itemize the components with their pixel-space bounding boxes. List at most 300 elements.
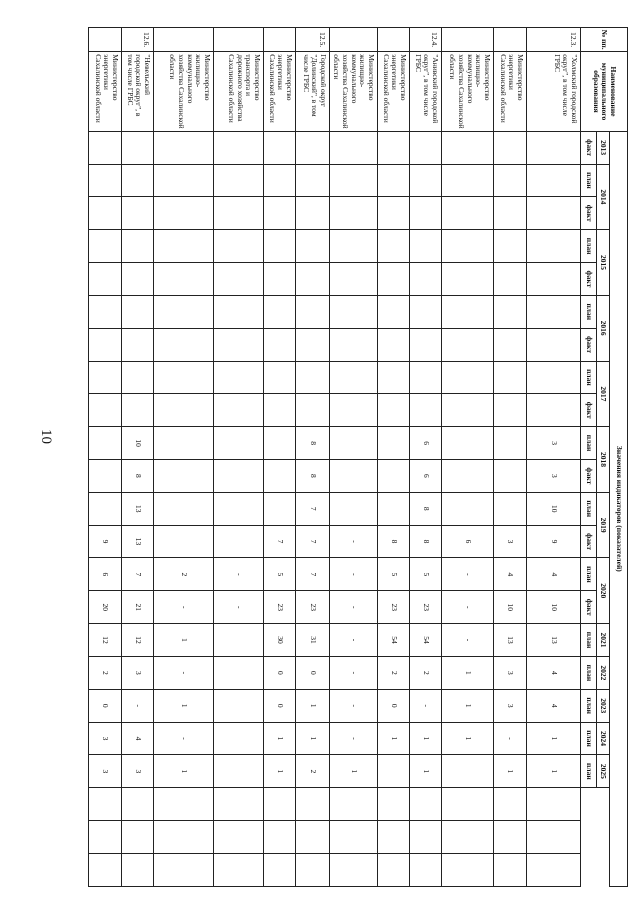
indicator-value: 1 bbox=[295, 689, 329, 722]
indicator-value bbox=[494, 492, 527, 525]
indicator-value bbox=[88, 459, 121, 492]
indicator-value bbox=[263, 263, 295, 296]
indicator-value: 2 bbox=[88, 656, 121, 689]
indicator-value bbox=[410, 788, 442, 821]
indicator-value: 23 bbox=[295, 591, 329, 624]
indicator-value bbox=[410, 394, 442, 427]
indicator-value bbox=[442, 230, 494, 263]
row-number bbox=[378, 28, 410, 52]
table-row bbox=[121, 28, 153, 887]
indicator-value bbox=[378, 821, 410, 854]
indicator-value bbox=[121, 164, 153, 197]
indicator-value: - bbox=[442, 558, 494, 591]
indicator-value bbox=[121, 821, 153, 854]
indicator-value bbox=[88, 197, 121, 230]
indicator-value bbox=[153, 164, 213, 197]
indicator-value: 0 bbox=[263, 656, 295, 689]
indicator-value: 3 bbox=[494, 525, 527, 558]
indicator-value: 3 bbox=[121, 755, 153, 788]
header-plan-fact: план bbox=[581, 624, 597, 657]
indicator-value bbox=[329, 263, 377, 296]
indicator-value bbox=[263, 328, 295, 361]
indicator-value bbox=[263, 459, 295, 492]
indicator-value bbox=[213, 197, 263, 230]
indicator-value bbox=[295, 263, 329, 296]
indicator-value bbox=[442, 427, 494, 460]
indicator-value bbox=[329, 788, 377, 821]
indicator-value bbox=[153, 459, 213, 492]
indicator-value bbox=[329, 853, 377, 886]
indicator-value bbox=[213, 328, 263, 361]
indicator-value bbox=[378, 328, 410, 361]
header-year: 2025 bbox=[597, 755, 610, 788]
header-year: 2019 bbox=[597, 492, 610, 558]
indicator-value bbox=[494, 853, 527, 886]
municipality-name: "Анивский городской округ", в том числе ГРБС bbox=[410, 52, 442, 131]
indicator-value: 23 bbox=[263, 591, 295, 624]
header-year: 2013 bbox=[597, 131, 610, 164]
indicator-value bbox=[213, 263, 263, 296]
indicator-value: 10 bbox=[121, 427, 153, 460]
indicator-value bbox=[153, 263, 213, 296]
row-number bbox=[88, 28, 121, 52]
indicator-value: 3 bbox=[527, 427, 581, 460]
indicator-value: 2 bbox=[153, 558, 213, 591]
indicator-value bbox=[494, 328, 527, 361]
indicator-value bbox=[378, 853, 410, 886]
indicator-value: 1 bbox=[263, 755, 295, 788]
indicator-value bbox=[263, 197, 295, 230]
indicator-value bbox=[153, 295, 213, 328]
indicator-value: - bbox=[153, 722, 213, 755]
indicator-value: 0 bbox=[88, 689, 121, 722]
row-number bbox=[153, 28, 213, 52]
indicator-value bbox=[153, 853, 213, 886]
indicator-value: - bbox=[329, 722, 377, 755]
indicator-value bbox=[121, 853, 153, 886]
indicator-value: 54 bbox=[378, 624, 410, 657]
row-number: 12.3. bbox=[527, 28, 581, 52]
indicator-value bbox=[213, 295, 263, 328]
indicator-value bbox=[88, 361, 121, 394]
header-plan-fact: план bbox=[581, 689, 597, 722]
indicator-value bbox=[295, 131, 329, 164]
indicator-value bbox=[527, 295, 581, 328]
indicator-value bbox=[494, 295, 527, 328]
indicator-value: 7 bbox=[263, 525, 295, 558]
indicator-value: 1 bbox=[442, 722, 494, 755]
indicator-value: 8 bbox=[378, 525, 410, 558]
header-plan-fact: факт bbox=[581, 197, 597, 230]
indicator-value bbox=[410, 131, 442, 164]
indicator-value bbox=[378, 394, 410, 427]
indicator-value: 3 bbox=[88, 722, 121, 755]
indicator-value bbox=[295, 328, 329, 361]
indicator-value bbox=[88, 492, 121, 525]
municipality-name: Министерство энергетики Сахалинской области bbox=[263, 52, 295, 131]
indicator-value bbox=[410, 361, 442, 394]
indicator-value bbox=[378, 230, 410, 263]
header-year: 2018 bbox=[597, 427, 610, 493]
indicator-value bbox=[263, 164, 295, 197]
indicator-value: 3 bbox=[494, 689, 527, 722]
indicator-value: - bbox=[329, 525, 377, 558]
indicator-value bbox=[329, 361, 377, 394]
indicator-value: 2 bbox=[295, 755, 329, 788]
indicator-value bbox=[329, 197, 377, 230]
table-row bbox=[213, 28, 263, 887]
indicator-value: 23 bbox=[410, 591, 442, 624]
indicator-value bbox=[527, 230, 581, 263]
table-row bbox=[527, 28, 581, 887]
indicator-value: 5 bbox=[410, 558, 442, 591]
indicator-value: 4 bbox=[527, 656, 581, 689]
header-plan-fact: факт bbox=[581, 328, 597, 361]
indicator-value bbox=[153, 427, 213, 460]
indicator-value bbox=[88, 164, 121, 197]
indicator-value bbox=[442, 164, 494, 197]
indicator-value bbox=[410, 263, 442, 296]
indicator-value: 1 bbox=[153, 689, 213, 722]
indicator-value bbox=[378, 263, 410, 296]
municipality-name: "Невельский городской округ", в том числе ГРБС bbox=[121, 52, 153, 131]
indicator-value bbox=[153, 394, 213, 427]
indicator-value: 1 bbox=[410, 722, 442, 755]
indicator-value bbox=[295, 164, 329, 197]
indicator-value: 13 bbox=[527, 624, 581, 657]
indicator-value: - bbox=[329, 656, 377, 689]
indicator-value bbox=[263, 361, 295, 394]
indicator-value bbox=[295, 230, 329, 263]
rotated-table-container bbox=[93, 27, 628, 887]
indicator-value: 54 bbox=[410, 624, 442, 657]
indicator-value bbox=[494, 459, 527, 492]
municipality-name: Министерство энергетики Сахалинской области bbox=[88, 52, 121, 131]
indicator-value: 1 bbox=[153, 624, 213, 657]
indicator-value bbox=[527, 197, 581, 230]
row-number bbox=[494, 28, 527, 52]
indicator-value: 4 bbox=[121, 722, 153, 755]
row-number bbox=[263, 28, 295, 52]
indicator-value bbox=[213, 656, 263, 689]
table-row bbox=[153, 28, 213, 887]
indicator-value: 2 bbox=[378, 656, 410, 689]
indicator-value bbox=[378, 131, 410, 164]
indicator-value: - bbox=[410, 689, 442, 722]
indicator-value bbox=[329, 459, 377, 492]
indicator-value bbox=[527, 131, 581, 164]
indicator-value bbox=[213, 492, 263, 525]
indicator-value bbox=[329, 427, 377, 460]
indicator-value bbox=[213, 853, 263, 886]
indicator-value: 10 bbox=[527, 492, 581, 525]
indicator-value bbox=[329, 328, 377, 361]
indicator-value bbox=[88, 821, 121, 854]
indicator-value bbox=[213, 788, 263, 821]
indicator-value bbox=[442, 197, 494, 230]
header-number: № пп. bbox=[581, 28, 628, 52]
indicator-value: 4 bbox=[494, 558, 527, 591]
indicator-value bbox=[410, 821, 442, 854]
indicator-value bbox=[378, 459, 410, 492]
indicator-value bbox=[153, 361, 213, 394]
indicator-value: 13 bbox=[121, 525, 153, 558]
indicator-value: 1 bbox=[527, 722, 581, 755]
header-plan-fact: факт bbox=[581, 263, 597, 296]
indicator-value bbox=[527, 821, 581, 854]
table-row bbox=[494, 28, 527, 887]
header-plan-fact: план bbox=[581, 492, 597, 525]
indicator-value bbox=[494, 361, 527, 394]
header-plan-fact: факт bbox=[581, 394, 597, 427]
header-plan-fact: факт bbox=[581, 131, 597, 164]
indicator-value bbox=[213, 394, 263, 427]
header-plan-fact: план bbox=[581, 295, 597, 328]
indicator-value: 1 bbox=[494, 755, 527, 788]
indicator-value bbox=[121, 394, 153, 427]
indicator-value bbox=[88, 230, 121, 263]
indicator-value bbox=[121, 328, 153, 361]
indicator-value bbox=[263, 821, 295, 854]
header-plan-fact: план bbox=[581, 755, 597, 788]
indicator-value bbox=[329, 295, 377, 328]
indicator-value bbox=[153, 230, 213, 263]
indicator-value bbox=[295, 197, 329, 230]
indicator-value: 3 bbox=[494, 656, 527, 689]
indicator-value: 1 bbox=[527, 755, 581, 788]
municipality-name: "Холмский городской округ", в том числе ГРБС bbox=[527, 52, 581, 131]
indicator-value: - bbox=[494, 722, 527, 755]
header-indicator-group: Значения индикаторов (показателей) bbox=[610, 131, 628, 886]
indicator-value bbox=[121, 131, 153, 164]
indicator-value: 12 bbox=[88, 624, 121, 657]
indicator-value bbox=[213, 624, 263, 657]
indicator-value bbox=[295, 394, 329, 427]
indicator-value bbox=[378, 164, 410, 197]
indicator-value bbox=[442, 361, 494, 394]
indicator-value: 3 bbox=[88, 755, 121, 788]
indicator-value bbox=[329, 394, 377, 427]
indicator-value: 1 bbox=[442, 656, 494, 689]
indicator-value bbox=[153, 821, 213, 854]
table-row bbox=[378, 28, 410, 887]
indicator-value bbox=[88, 131, 121, 164]
table-row bbox=[410, 28, 442, 887]
indicator-value bbox=[442, 459, 494, 492]
municipality-name: Городской округ "Долинский", в том числе ГРБС bbox=[295, 52, 329, 131]
table-row bbox=[442, 28, 494, 887]
indicator-value bbox=[213, 821, 263, 854]
indicator-value bbox=[88, 295, 121, 328]
indicator-value bbox=[329, 164, 377, 197]
indicator-value bbox=[442, 394, 494, 427]
indicator-value: - bbox=[329, 591, 377, 624]
indicator-value bbox=[527, 328, 581, 361]
indicator-value: 3 bbox=[121, 656, 153, 689]
indicator-value: 23 bbox=[378, 591, 410, 624]
indicator-value bbox=[213, 689, 263, 722]
indicator-value bbox=[295, 361, 329, 394]
header-year: 2015 bbox=[597, 230, 610, 296]
indicator-value bbox=[121, 361, 153, 394]
indicator-value bbox=[153, 492, 213, 525]
indicator-value bbox=[494, 821, 527, 854]
indicator-value: 7 bbox=[295, 492, 329, 525]
indicator-value bbox=[378, 295, 410, 328]
row-number bbox=[329, 28, 377, 52]
indicator-value bbox=[329, 492, 377, 525]
indicator-value: 8 bbox=[121, 459, 153, 492]
indicator-value bbox=[263, 394, 295, 427]
indicator-value bbox=[378, 755, 410, 788]
municipality-name: Министерство транспорта и дорожного хозяйства Сахалинской области bbox=[213, 52, 263, 131]
indicator-value bbox=[153, 131, 213, 164]
indicator-value bbox=[213, 722, 263, 755]
header-row-group bbox=[610, 28, 628, 887]
indicator-value: 30 bbox=[263, 624, 295, 657]
indicator-value: - bbox=[442, 591, 494, 624]
indicator-value bbox=[527, 788, 581, 821]
municipality-name: Министерство жилищно-коммунального хозяйства Сахалинской области bbox=[153, 52, 213, 131]
indicator-value bbox=[263, 230, 295, 263]
indicator-value: 9 bbox=[527, 525, 581, 558]
header-row-plan-fact bbox=[581, 28, 597, 887]
indicator-value: 31 bbox=[295, 624, 329, 657]
indicator-value: 4 bbox=[527, 558, 581, 591]
indicator-value: 1 bbox=[442, 689, 494, 722]
indicator-value bbox=[527, 164, 581, 197]
indicator-value bbox=[121, 197, 153, 230]
indicator-value bbox=[527, 394, 581, 427]
indicator-value bbox=[88, 853, 121, 886]
indicator-value bbox=[494, 788, 527, 821]
row-number: 12.6. bbox=[121, 28, 153, 52]
indicator-value: 0 bbox=[295, 656, 329, 689]
indicator-value bbox=[295, 853, 329, 886]
indicator-value bbox=[442, 295, 494, 328]
indicator-value bbox=[329, 821, 377, 854]
header-plan-fact: факт bbox=[581, 459, 597, 492]
indicator-value bbox=[442, 821, 494, 854]
indicator-value bbox=[410, 295, 442, 328]
indicator-value bbox=[88, 788, 121, 821]
table-row bbox=[329, 28, 377, 887]
indicator-value bbox=[442, 131, 494, 164]
indicator-value bbox=[213, 459, 263, 492]
header-plan-fact: план bbox=[581, 656, 597, 689]
indicator-value: 7 bbox=[121, 558, 153, 591]
indicator-value bbox=[494, 394, 527, 427]
indicator-value: 1 bbox=[378, 722, 410, 755]
header-year: 2022 bbox=[597, 656, 610, 689]
indicator-value bbox=[121, 230, 153, 263]
page-number: 10 bbox=[38, 429, 54, 444]
indicator-value bbox=[410, 197, 442, 230]
indicator-value bbox=[378, 427, 410, 460]
header-plan-fact: план bbox=[581, 558, 597, 591]
indicator-value: 10 bbox=[494, 591, 527, 624]
indicator-value: - bbox=[213, 591, 263, 624]
indicators-table bbox=[88, 27, 628, 887]
indicator-value bbox=[442, 853, 494, 886]
indicator-value: 1 bbox=[153, 755, 213, 788]
indicator-value bbox=[494, 164, 527, 197]
indicator-value: - bbox=[121, 689, 153, 722]
indicator-value bbox=[410, 853, 442, 886]
table-row bbox=[295, 28, 329, 887]
indicator-value: 3 bbox=[527, 459, 581, 492]
indicator-value: 1 bbox=[329, 755, 377, 788]
header-year: 2023 bbox=[597, 689, 610, 722]
indicator-value: - bbox=[153, 656, 213, 689]
indicator-value bbox=[442, 263, 494, 296]
header-plan-fact: план bbox=[581, 427, 597, 460]
indicator-value: 7 bbox=[295, 558, 329, 591]
row-number bbox=[213, 28, 263, 52]
indicator-value bbox=[410, 328, 442, 361]
indicator-value bbox=[121, 295, 153, 328]
header-year: 2021 bbox=[597, 624, 610, 657]
header-year: 2017 bbox=[597, 361, 610, 427]
indicator-value bbox=[153, 328, 213, 361]
indicator-value bbox=[263, 853, 295, 886]
indicator-value bbox=[213, 361, 263, 394]
indicator-value: 21 bbox=[121, 591, 153, 624]
row-number: 12.5. bbox=[295, 28, 329, 52]
municipality-name: Министерство жилищно-коммунального хозяйства Сахалинской области bbox=[442, 52, 494, 131]
municipality-name: Министерство жилищно-коммунального хозяйства Сахалинской области bbox=[329, 52, 377, 131]
indicator-value: 2 bbox=[410, 656, 442, 689]
indicator-value: 13 bbox=[121, 492, 153, 525]
indicator-value bbox=[295, 295, 329, 328]
header-plan-fact: план bbox=[581, 361, 597, 394]
indicator-value bbox=[442, 328, 494, 361]
header-plan-fact: план bbox=[581, 164, 597, 197]
indicator-value: - bbox=[213, 558, 263, 591]
indicator-value bbox=[410, 230, 442, 263]
indicator-value: 6 bbox=[410, 459, 442, 492]
indicator-value: 10 bbox=[527, 591, 581, 624]
indicator-value bbox=[88, 263, 121, 296]
indicator-value bbox=[263, 131, 295, 164]
indicator-value: 4 bbox=[527, 689, 581, 722]
indicator-value bbox=[213, 230, 263, 263]
indicator-value bbox=[410, 164, 442, 197]
indicator-value: 8 bbox=[295, 459, 329, 492]
indicator-value bbox=[121, 788, 153, 821]
municipality-name: Министерство энергетики Сахалинской области bbox=[378, 52, 410, 131]
indicator-value bbox=[295, 821, 329, 854]
indicator-value bbox=[121, 263, 153, 296]
indicator-value: - bbox=[442, 624, 494, 657]
indicator-value bbox=[263, 492, 295, 525]
indicator-value: 1 bbox=[263, 722, 295, 755]
indicator-value: 5 bbox=[263, 558, 295, 591]
indicator-value: 6 bbox=[442, 525, 494, 558]
indicator-value: - bbox=[329, 624, 377, 657]
indicator-value: - bbox=[329, 558, 377, 591]
indicator-value bbox=[494, 263, 527, 296]
indicator-value: 0 bbox=[263, 689, 295, 722]
indicator-value bbox=[378, 361, 410, 394]
indicator-value bbox=[213, 755, 263, 788]
header-year: 2016 bbox=[597, 295, 610, 361]
indicator-value bbox=[153, 525, 213, 558]
table-row bbox=[88, 28, 121, 887]
indicator-value: 13 bbox=[494, 624, 527, 657]
indicator-value bbox=[88, 328, 121, 361]
indicator-value bbox=[527, 361, 581, 394]
